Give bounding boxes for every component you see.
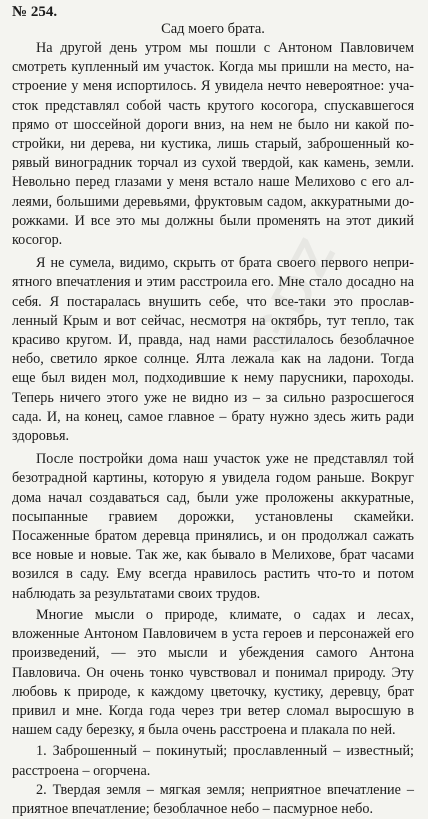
exercise-number: № 254. — [12, 4, 58, 20]
watermark: GDZ — [238, 224, 350, 366]
text-title: Сад моего брата. — [161, 21, 265, 37]
paragraph-2: Я не сумела, видимо, скрыть от брата своего первого неприятного впечатления и этим расстроила его. Мне стало досадно на себя. Я постаралась внушить себе, что все-таки это прославленный Крым и вот сейчас, несмотря на октябрь, тут тепло, так красиво кругом. И, правда, над нами расстилалось безоблачное небо, светило яркое солнце. Ялта лежала как на ладони. Тогда еще был виден мол, подходившие к нему парусники, пароходы. Теперь ничего этого уже не видно из – за сильно разросшегося сада. И, на конец, самое главное – брату нужно здесь жить ради здоровья. — [12, 255, 414, 445]
paragraph-4: Многие мысли о природе, климате, о садах и лесах, вложенные Антоном Павловичем в уста героев и персонажей его произведений, — это мысли и убеждения самого Антона Павловича. Он очень тонко чувствовал и понимал природу. Эту любовь к природе, к каждому цветочку, кустику, деревцу, брат привил и мне. Когда года через три ветер сломал выросшую в нашем саду березку, я была очень расстроена и плакала по ней. — [12, 606, 414, 739]
paragraph-1: На другой день утром мы пошли с Антоном Павловичем смотреть купленный им участок. Когда мы пришли на место, настроение у меня испортилось. Я увидела нечто невероятное: участок представлял собой часть крутого косогора, спускавшегося прямо от шоссейной дороги вниз, на нем не было ни какой постройки, ни дерева, ни кустика, лишь старый, заброшенный корявый виноградник торчал из сухой твердой, как камень, земли. Невольно перед глазами у меня встало наше Мелихово с его аллеями, большими деревьями, фруктовым садом, аккуратными дорожками. И все это мы должны были променять на этот дикий косогор. — [12, 40, 414, 249]
answer-synonyms: 1. Заброшенный – покинутый; прославленный – известный; расстроена – огорчена. — [12, 743, 414, 779]
paragraph-3: После постройки дома наш участок уже не представлял той безотрадной картины, которую я увидела годом раньше. Вокруг дома начал создаваться сад, были уже проложены аккуратные, посыпанные гравием дорожки, установлены скамейки. Посаженные братом деревца принялись, и он продолжал сажать все новые и новые. Так же, как бывало в Мелихове, брат часами возился в саду. Ему всегда нравилось растить что-то и потом наблюдать за результатами своих трудов. — [12, 451, 414, 602]
answer-antonyms: 2. Твердая земля – мягкая земля; неприятное впечатление – приятное впечатление; безоблачное небо – пасмурное небо. — [12, 781, 414, 817]
